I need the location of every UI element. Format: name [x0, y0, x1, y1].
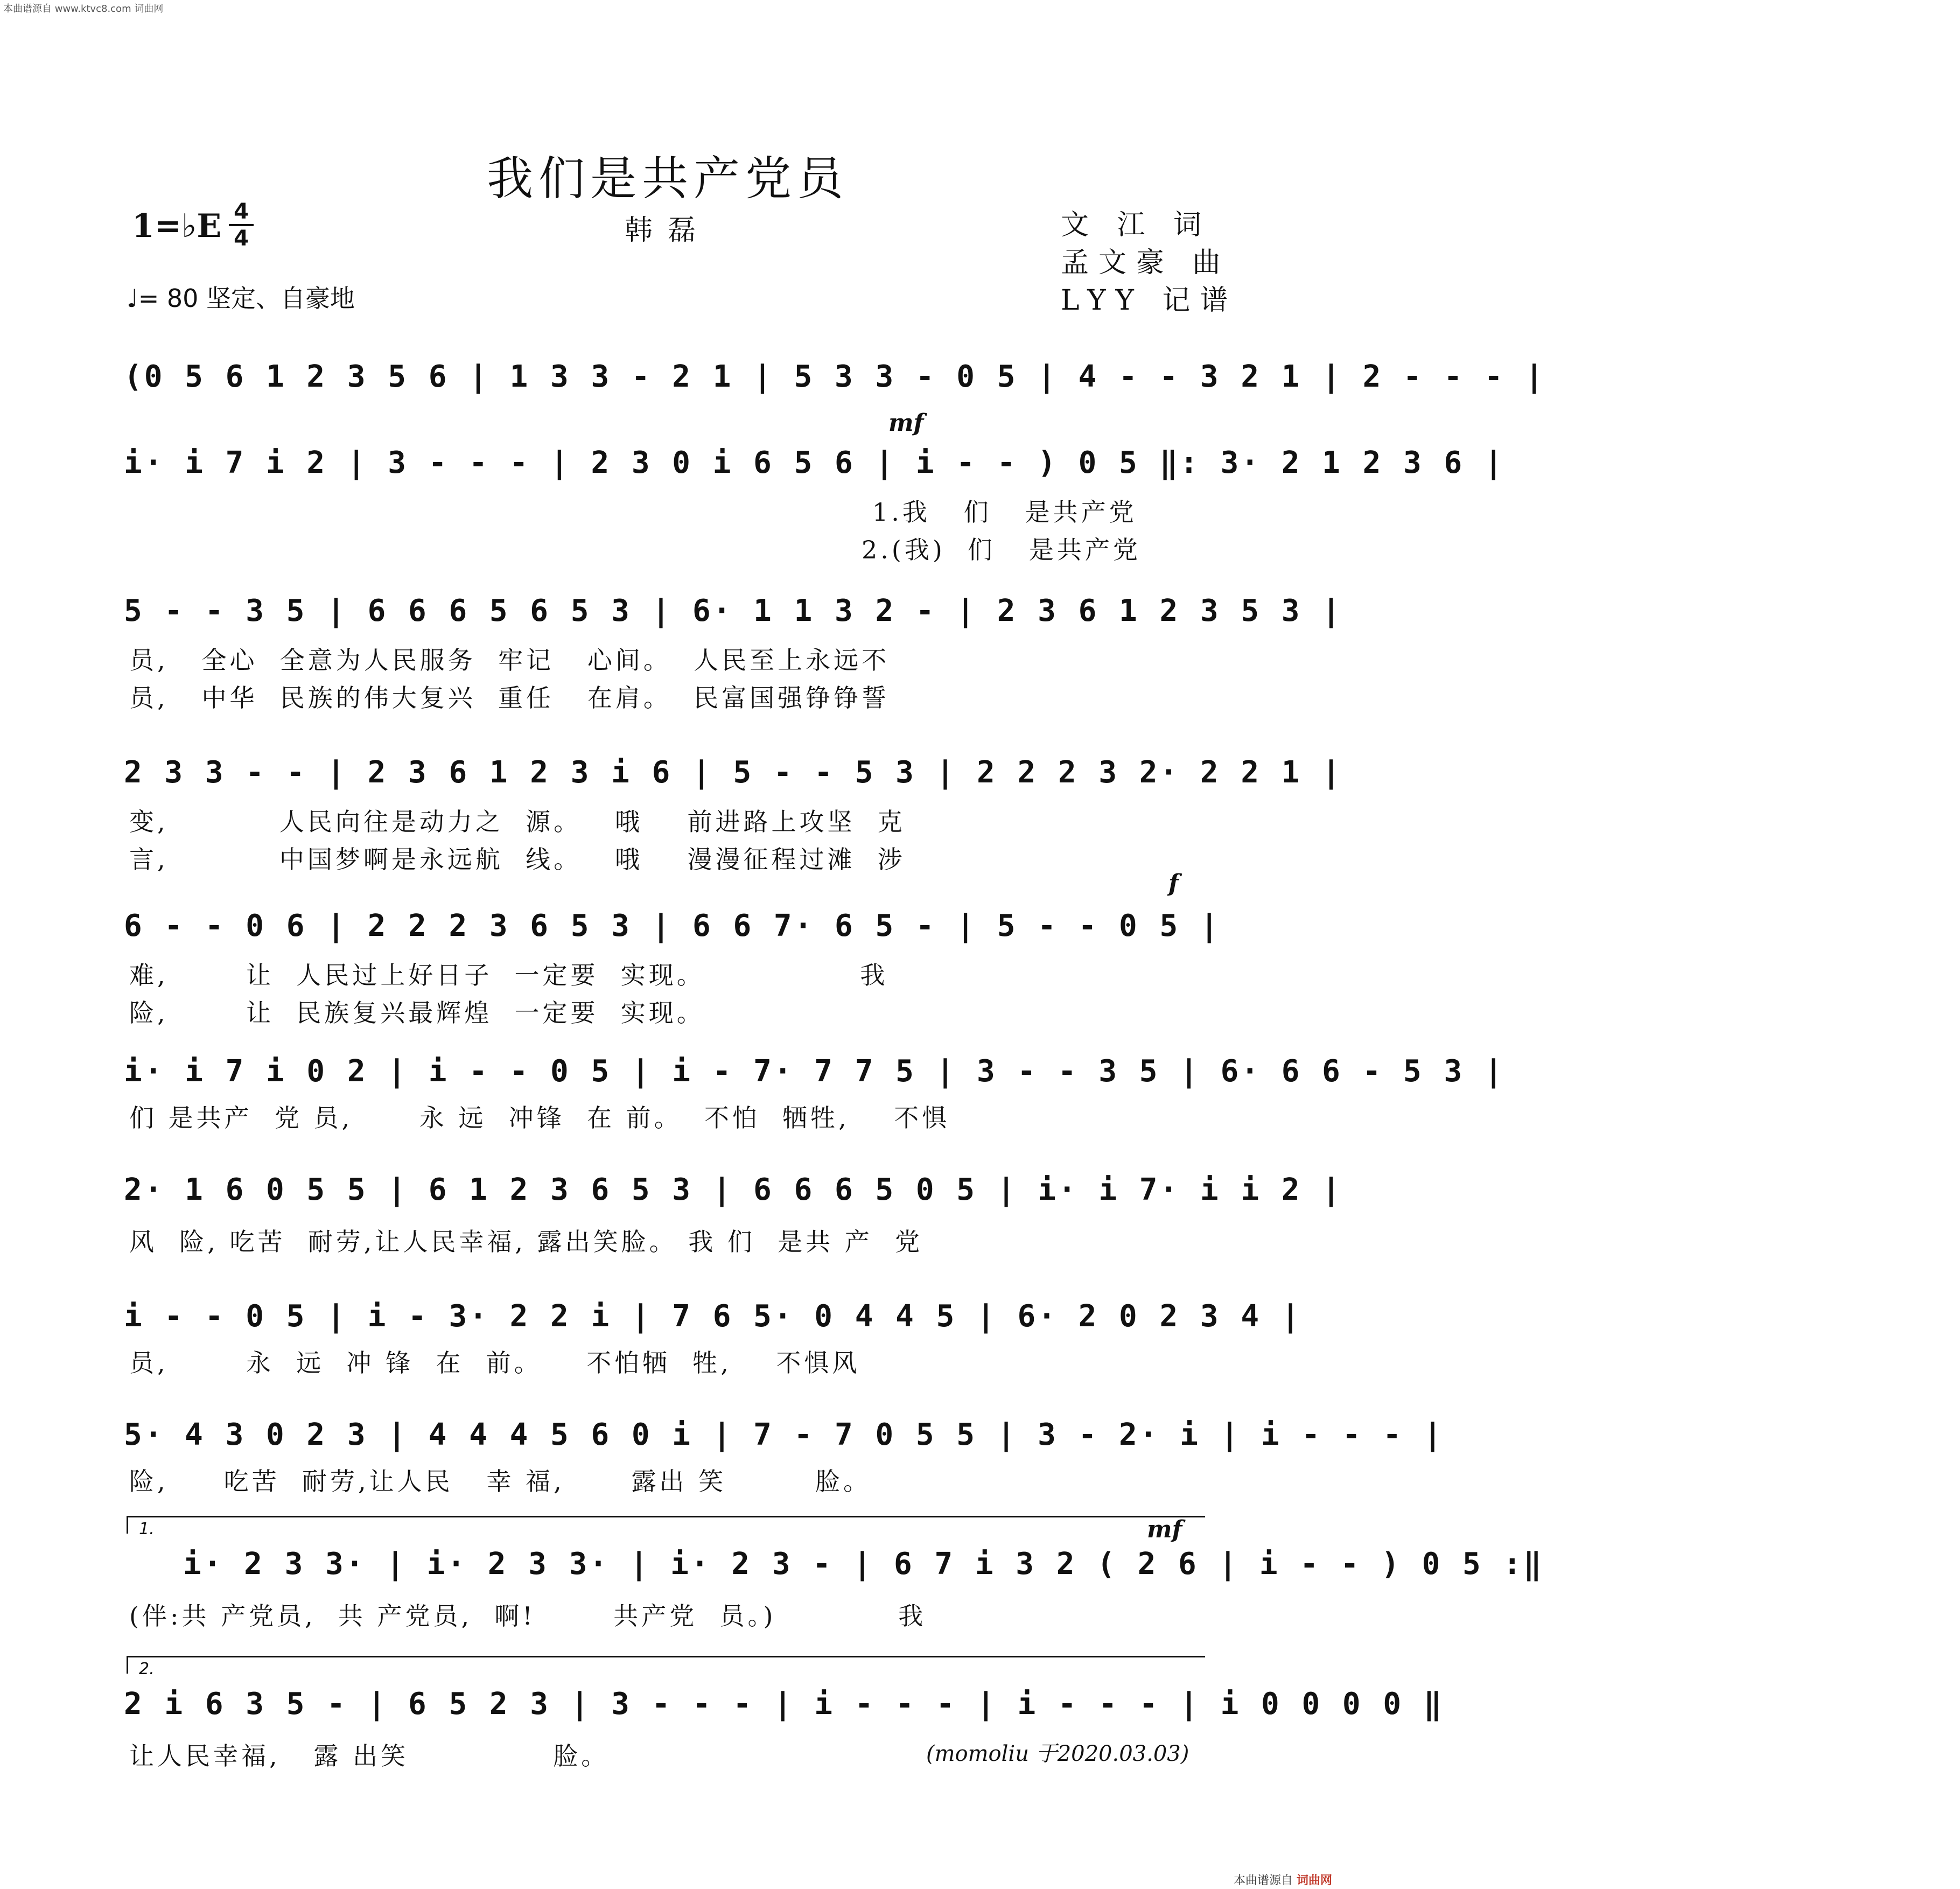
notation-row-5: 6 - - 0 6 | 2 2 2 3 6 5 3 | 6 6 7· 6 5 - | 5 - - 0 5 |	[124, 908, 1221, 943]
lyric-row-4-verse-1: 变, 人民向往是动力之 源。 哦 前进路上攻坚 克	[129, 807, 906, 836]
notation-row-9: 5· 4 3 0 2 3 | 4 4 4 5 6 0 i | 7 - 7 0 5 5 | 3 - 2· i | i - - - |	[124, 1417, 1444, 1452]
lyric-row-3-verse-2: 员, 中华 民族的伟大复兴 重任 在肩。 民富国强铮铮誓	[129, 683, 890, 712]
dynamic-mf-2: mf	[1147, 1516, 1182, 1543]
lyric-row-2-verse-1: 1.我 们 是共产党	[872, 498, 1137, 527]
time-signature-top: 4	[234, 199, 249, 224]
composer-credit: 孟文豪 曲	[1061, 247, 1230, 279]
notation-row-10: i· 2 3 3· | i· 2 3 3· | i· 2 3 - | 6 7 i 3 2 ( 2 6 | i - - ) 0 5 :‖	[183, 1547, 1544, 1582]
transcriber-credit: LYY 记谱	[1061, 284, 1238, 317]
notation-row-6: i· i 7 i 0 2 | i - - 0 5 | i - 7· 7 7 5 | 3 - - 3 5 | 6· 6 6 - 5 3 |	[124, 1054, 1505, 1089]
footer-watermark	[1230, 1870, 1335, 1889]
lyric-row-6: 们 是共产 党 员, 永 远 冲锋 在 前。 不怕 牺牲, 不惧	[129, 1103, 950, 1132]
volta-label-1: 1.	[139, 1520, 155, 1538]
notation-row-7: 2· 1 6 0 5 5 | 6 1 2 3 6 5 3 | 6 6 6 5 0 5 | i· i 7· i i 2 |	[124, 1172, 1342, 1207]
lyric-row-7: 风 险, 吃苦 耐劳,让人民幸福, 露出笑脸。 我 们 是共 产 党	[129, 1227, 923, 1256]
lyric-row-2-verse-2: 2.(我) 们 是共产党	[862, 535, 1141, 564]
singer: 韩磊	[625, 214, 711, 247]
volta-label-2: 2.	[139, 1660, 155, 1678]
lyric-row-5-verse-2: 险, 让 民族复兴最辉煌 一定要 实现。	[129, 998, 705, 1027]
notation-row-1: (0 5 6 1 2 3 5 6 | 1 3 3 - 2 1 | 5 3 3 - 0 5 | 4 - - 3 2 1 | 2 - - - |	[124, 359, 1546, 394]
lyric-row-8: 员, 永 远 冲 锋 在 前。 不怕牺 牲, 不惧风	[129, 1348, 860, 1377]
dynamic-f: f	[1168, 870, 1179, 897]
lyric-row-11: 让人民幸福, 露 出笑 脸。	[129, 1741, 610, 1771]
notation-row-2: i· i 7 i 2 | 3 - - - | 2 3 0 i 6 5 6 | i - - ) 0 5 ‖: 3· 2 1 2 3 6 |	[124, 445, 1505, 480]
lyricist-credit: 文 江 词	[1061, 209, 1212, 241]
song-title: 我们是共产党员	[487, 152, 849, 206]
time-signature	[229, 200, 254, 250]
lyric-row-9: 险, 吃苦 耐劳,让人民 幸 福, 露出 笑 脸。	[129, 1467, 872, 1496]
footer-left-text: 本曲谱源自	[1233, 1874, 1293, 1887]
dynamic-mf-1: mf	[888, 409, 924, 437]
watermark: 本曲谱源自 www.ktvc8.com 词曲网	[3, 3, 164, 15]
key-signature: 1=♭E	[132, 207, 222, 245]
notation-row-8: i - - 0 5 | i - 3· 2 2 i | 7 6 5· 0 4 4 5 | 6· 2 0 2 3 4 |	[124, 1299, 1302, 1334]
volta-first-ending	[127, 1516, 1205, 1538]
notation-row-3: 5 - - 3 5 | 6 6 6 5 6 5 3 | 6· 1 1 3 2 - | 2 3 6 1 2 3 5 3 |	[124, 593, 1342, 628]
lyric-row-10: (伴:共 产党员, 共 产党员, 啊! 共产党 员。) 我	[129, 1601, 927, 1631]
time-signature-bottom: 4	[234, 226, 249, 251]
notation-row-11: 2 i 6 3 5 - | 6 5 2 3 | 3 - - - | i - - - | i - - - | i 0 0 0 0 ‖	[124, 1687, 1444, 1722]
lyric-row-5-verse-1: 难, 让 人民过上好日子 一定要 实现。 我	[129, 961, 888, 990]
footer-right-text: 词曲网	[1296, 1874, 1332, 1887]
notation-row-4: 2 3 3 - - | 2 3 6 1 2 3 i 6 | 5 - - 5 3 | 2 2 2 3 2· 2 2 1 |	[124, 755, 1342, 790]
transcriber-signature: (momoliu 于2020.03.03)	[926, 1741, 1189, 1766]
lyric-row-3-verse-1: 员, 全心 全意为人民服务 牢记 心间。 人民至上永远不	[129, 646, 890, 675]
tempo-marking: ♩= 80 坚定、自豪地	[127, 284, 355, 313]
lyric-row-4-verse-2: 言, 中国梦啊是永远航 线。 哦 漫漫征程过滩 涉	[129, 845, 906, 874]
volta-second-ending	[127, 1656, 1205, 1678]
